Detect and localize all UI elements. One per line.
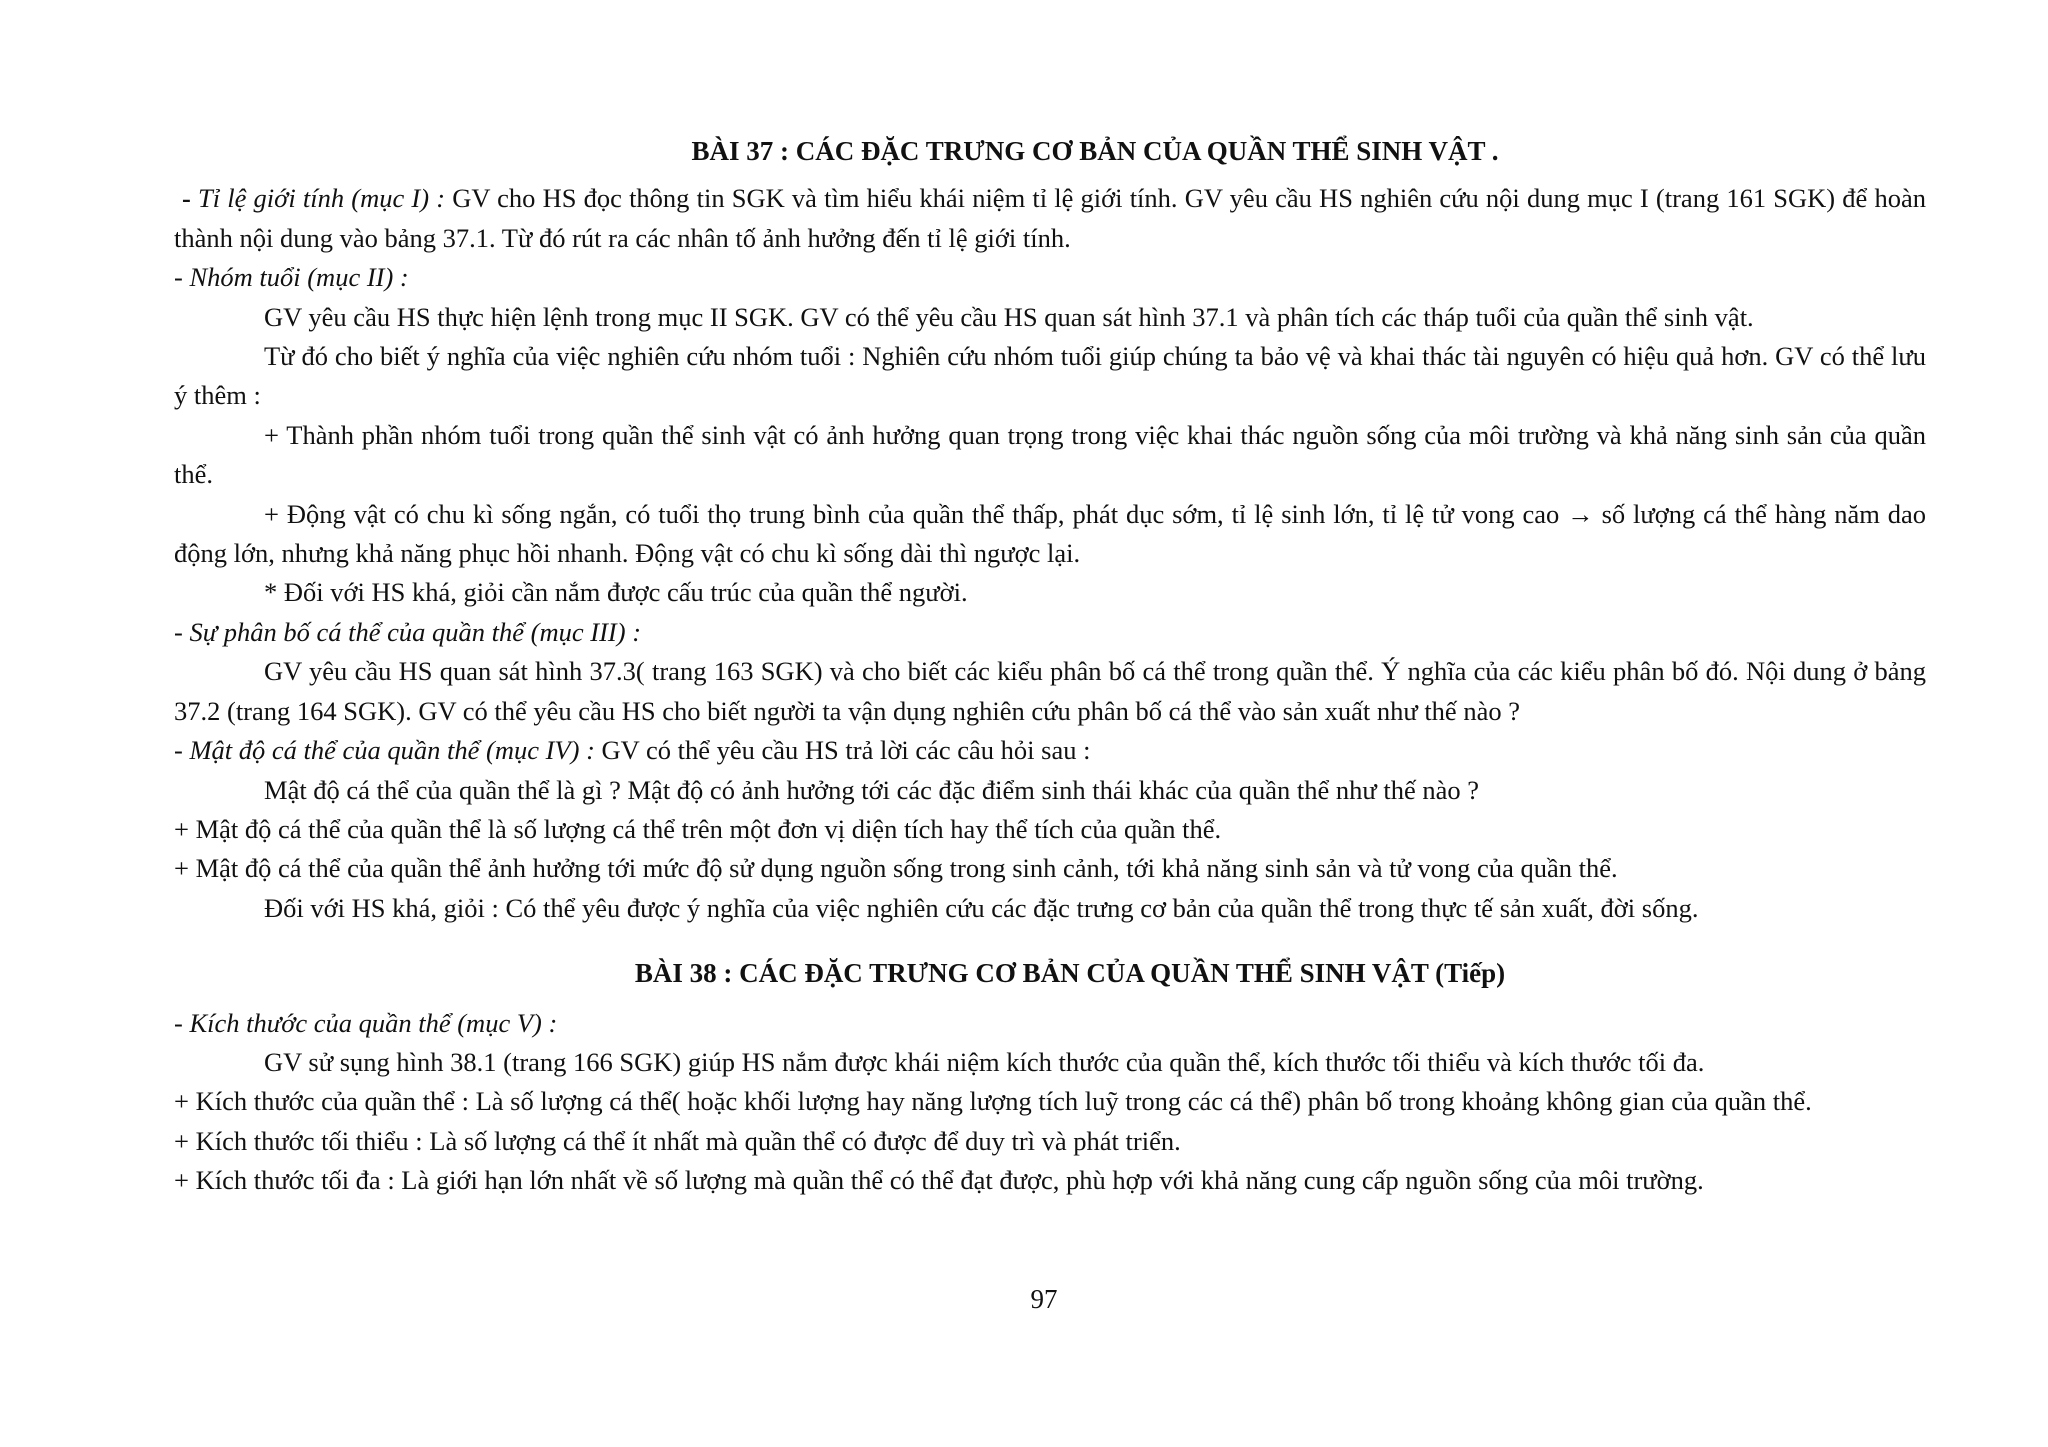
paragraph-density-intro xyxy=(174,731,1926,770)
paragraph-age-group-4: + Động vật có chu kì sống ngắn, có tuổi thọ trung bình của quần thể thấp, phát dục sớm, tỉ lệ sinh lớn, tỉ lệ tử vong cao → số lượng cá thể hàng năm dao động lớn, nhưng khả năng phục hồi nhanh. Động vật có chu kì sống dài thì ngược lại. xyxy=(174,498,1926,569)
paragraph-density-question: Mật độ cá thể của quần thể là gì ? Mật độ có ảnh hưởng tới các đặc điểm sinh thái khác của quần thể như thế nào ? xyxy=(264,774,1479,805)
dash: - xyxy=(182,183,198,214)
paragraph-size-point-1: + Kích thước của quần thể : Là số lượng cá thể( hoặc khối lượng hay năng lượng tích luỹ trong các cá thể) phân bố trong khoảng không gian của quần thể. xyxy=(174,1086,1812,1117)
page-number: 97 xyxy=(1030,1284,1058,1314)
paragraph-size-point-2: + Kích thước tối thiểu : Là số lượng cá thể ít nhất mà quần thể có được để duy trì và phát triển. xyxy=(174,1125,1181,1156)
paragraph-size-intro: GV sử sụng hình 38.1 (trang 166 SGK) giúp HS nắm được khái niệm kích thước của quần thể, kích thước tối thiểu và kích thước tối đa. xyxy=(264,1046,1705,1077)
paragraph-age-group-1: GV yêu cầu HS thực hiện lệnh trong mục II SGK. GV có thể yêu cầu HS quan sát hình 37.1 và phân tích các tháp tuổi của quần thể sinh vật. xyxy=(264,301,1754,332)
paragraph-age-group-2: Từ đó cho biết ý nghĩa của việc nghiên cứu nhóm tuổi : Nghiên cứu nhóm tuổi giúp chúng ta bảo vệ và khai thác tài nguyên có hiệu quả hơn. GV có thể lưu ý thêm : xyxy=(174,341,1926,411)
section-label-sex-ratio: Tỉ lệ giới tính (mục I) : xyxy=(198,183,446,214)
paragraph-text: GV có thể yêu cầu HS trả lời các câu hỏi sau : xyxy=(594,735,1091,766)
lesson-37-title: BÀI 37 : CÁC ĐẶC TRƯNG CƠ BẢN CỦA QUẦN THỂ SINH VẬT . xyxy=(691,136,1499,166)
paragraph-sex-ratio xyxy=(174,179,1926,258)
paragraph-distribution: GV yêu cầu HS quan sát hình 37.3( trang 163 SGK) và cho biết các kiểu phân bố cá thể trong quần thể. Ý nghĩa của các kiểu phân bố đó. Nội dung ở bảng 37.2 (trang 164 SGK). GV có thể yêu cầu HS cho biết người ta vận dụng nghiên cứu phân bố cá thể vào sản xuất như thế nào ? xyxy=(174,656,1926,726)
lesson-38-title: BÀI 38 : CÁC ĐẶC TRƯNG CƠ BẢN CỦA QUẦN THỂ SINH VẬT (Tiếp) xyxy=(634,958,1506,989)
paragraph-density-point-2: + Mật độ cá thể của quần thể ảnh hưởng tới mức độ sử dụng nguồn sống trong sinh cảnh, tới khả năng sinh sản và tử vong của quần thể. xyxy=(174,853,1618,884)
section-label-age-group: - Nhóm tuổi (mục II) : xyxy=(174,262,409,293)
paragraph-size-point-3: + Kích thước tối đa : Là giới hạn lớn nhất về số lượng mà quần thể có thể đạt được, phù hợp với khả năng cung cấp nguồn sống của môi trường. xyxy=(174,1165,1704,1196)
section-label-density: - Mật độ cá thể của quần thể (mục IV) : xyxy=(174,735,595,766)
paragraph-age-group-5: * Đối với HS khá, giỏi cần nắm được cấu trúc của quần thể người. xyxy=(264,577,968,608)
paragraph-density-note: Đối với HS khá, giỏi : Có thể yêu được ý nghĩa của việc nghiên cứu các đặc trưng cơ bản của quần thể trong thực tế sản xuất, đời sống. xyxy=(264,892,1699,923)
section-label-size: - Kích thước của quần thể (mục V) : xyxy=(174,1007,558,1038)
paragraph-age-group-3: + Thành phần nhóm tuổi trong quần thể sinh vật có ảnh hưởng quan trọng trong việc khai thác nguồn sống của môi trường và khả năng sinh sản của quần thể. xyxy=(174,419,1926,490)
paragraph-density-point-1: + Mật độ cá thể của quần thể là số lượng cá thể trên một đơn vị diện tích hay thể tích của quần thể. xyxy=(174,813,1222,844)
page-content xyxy=(174,132,1926,1201)
section-label-distribution: - Sự phân bố cá thể của quần thể (mục III) : xyxy=(174,616,642,647)
paragraph-text: GV cho HS đọc thông tin SGK và tìm hiểu khái niệm tỉ lệ giới tính. GV yêu cầu HS nghiên cứu nội dung mục I (trang 161 SGK) để hoàn thành nội dung vào bảng 37.1. Từ đó rút ra các nhân tố ảnh hưởng đến tỉ lệ giới tính. xyxy=(174,183,1926,253)
